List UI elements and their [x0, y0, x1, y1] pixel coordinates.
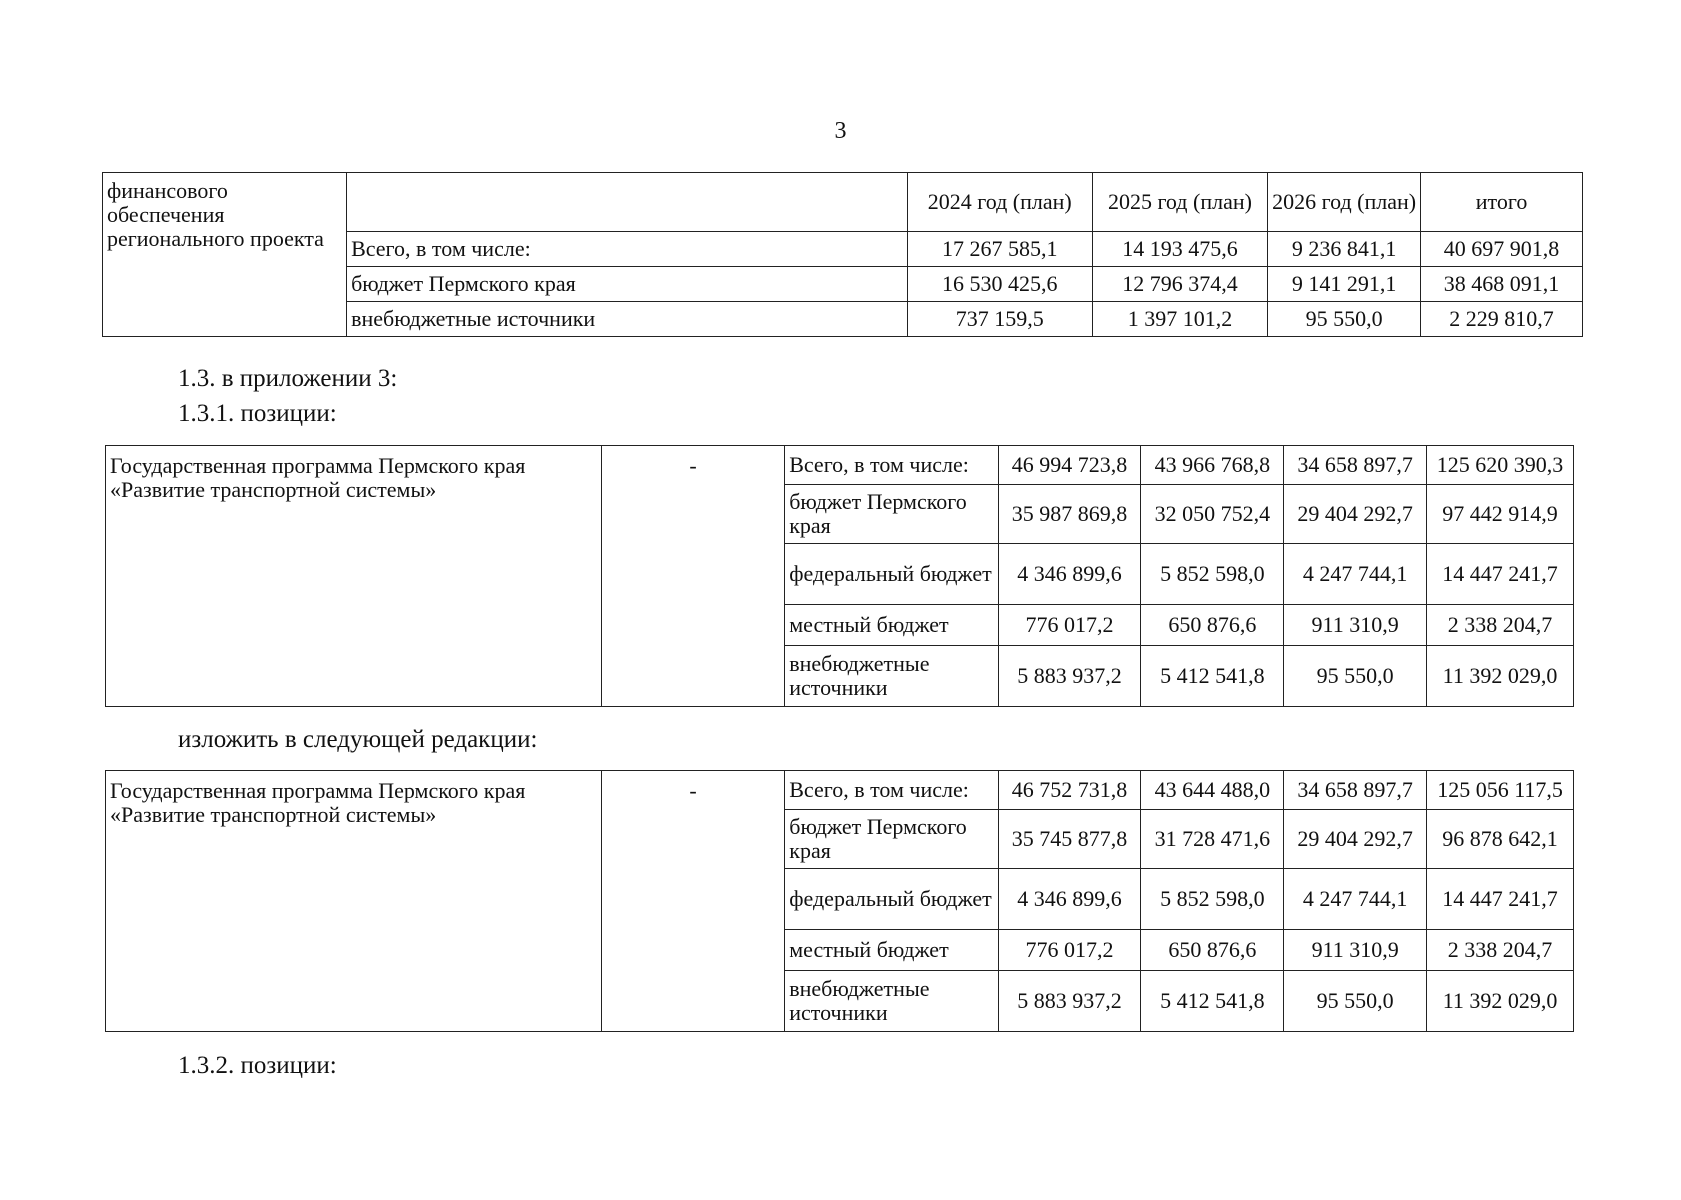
- cell-value: 40 697 901,8: [1421, 232, 1583, 267]
- project-financing-table: [102, 172, 1583, 337]
- cell-value: 1 397 101,2: [1092, 302, 1267, 337]
- header-2025: 2025 год (план): [1092, 173, 1267, 232]
- cell-value: 2 338 204,7: [1427, 930, 1574, 971]
- cell-value: 4 346 899,6: [998, 869, 1141, 930]
- cell-value: 776 017,2: [998, 930, 1141, 971]
- paragraph-1-3-1: 1.3.1. позиции:: [178, 400, 337, 427]
- row-label: местный бюджет: [785, 605, 998, 646]
- cell-value: 4 247 744,1: [1284, 869, 1427, 930]
- cell-value: 650 876,6: [1141, 930, 1284, 971]
- row-label: бюджет Пермского края: [347, 267, 908, 302]
- row-label: Всего, в том числе:: [347, 232, 908, 267]
- paragraph-1-3-2: 1.3.2. позиции:: [178, 1052, 337, 1079]
- cell-value: 46 752 731,8: [998, 771, 1141, 810]
- cell-value: 43 644 488,0: [1141, 771, 1284, 810]
- paragraph-restate: изложить в следующей редакции:: [178, 726, 538, 753]
- cell-value: 5 883 937,2: [998, 971, 1141, 1032]
- row-label: внебюджетные источники: [347, 302, 908, 337]
- empty-header-cell: [347, 173, 908, 232]
- cell-value: 31 728 471,6: [1141, 810, 1284, 869]
- cell-value: 38 468 091,1: [1421, 267, 1583, 302]
- cell-value: 14 193 475,6: [1092, 232, 1267, 267]
- cell-value: 46 994 723,8: [998, 446, 1141, 485]
- row-label: внебюджетные источники: [785, 971, 998, 1032]
- cell-value: 35 987 869,8: [998, 485, 1141, 544]
- row-label: Всего, в том числе:: [785, 446, 998, 485]
- cell-value: 9 236 841,1: [1268, 232, 1421, 267]
- row-label: федеральный бюджет: [785, 869, 998, 930]
- cell-value: 5 852 598,0: [1141, 869, 1284, 930]
- row-label: бюджет Пермского края: [785, 485, 998, 544]
- paragraph-1-3: 1.3. в приложении 3:: [178, 365, 398, 392]
- cell-value: 5 883 937,2: [998, 646, 1141, 707]
- cell-value: 14 447 241,7: [1427, 544, 1574, 605]
- cell-value: 11 392 029,0: [1427, 971, 1574, 1032]
- cell-value: 35 745 877,8: [998, 810, 1141, 869]
- cell-value: 650 876,6: [1141, 605, 1284, 646]
- cell-value: 4 247 744,1: [1284, 544, 1427, 605]
- cell-value: 911 310,9: [1284, 930, 1427, 971]
- row-label: Всего, в том числе:: [785, 771, 998, 810]
- header-2026: 2026 год (план): [1268, 173, 1421, 232]
- table-header-row: [103, 173, 1583, 232]
- cell-value: 14 447 241,7: [1427, 869, 1574, 930]
- cell-value: 12 796 374,4: [1092, 267, 1267, 302]
- cell-value: 34 658 897,7: [1284, 771, 1427, 810]
- program-dash: -: [601, 771, 784, 1032]
- cell-value: 32 050 752,4: [1141, 485, 1284, 544]
- program-name: Государственная программа Пермского края «Развитие транспортной системы»: [106, 771, 602, 1032]
- cell-value: 776 017,2: [998, 605, 1141, 646]
- row-label: внебюджетные источники: [785, 646, 998, 707]
- cell-value: 2 229 810,7: [1421, 302, 1583, 337]
- cell-value: 96 878 642,1: [1427, 810, 1574, 869]
- program-table-new: [105, 770, 1574, 1032]
- cell-value: 97 442 914,9: [1427, 485, 1574, 544]
- program-dash: -: [601, 446, 784, 707]
- header-2024: 2024 год (план): [907, 173, 1092, 232]
- page-number: 3: [834, 118, 847, 144]
- row-label: бюджет Пермского края: [785, 810, 998, 869]
- cell-value: 4 346 899,6: [998, 544, 1141, 605]
- header-total: итого: [1421, 173, 1583, 232]
- program-name: Государственная программа Пермского края «Развитие транспортной системы»: [106, 446, 602, 707]
- cell-value: 5 412 541,8: [1141, 971, 1284, 1032]
- cell-value: 5 852 598,0: [1141, 544, 1284, 605]
- cell-value: 5 412 541,8: [1141, 646, 1284, 707]
- row-label: федеральный бюджет: [785, 544, 998, 605]
- table-row: [106, 771, 1574, 810]
- cell-value: 737 159,5: [907, 302, 1092, 337]
- cell-value: 95 550,0: [1284, 971, 1427, 1032]
- cell-value: 11 392 029,0: [1427, 646, 1574, 707]
- cell-value: 125 620 390,3: [1427, 446, 1574, 485]
- program-table-old: [105, 445, 1574, 707]
- cell-value: 34 658 897,7: [1284, 446, 1427, 485]
- cell-value: 95 550,0: [1284, 646, 1427, 707]
- row-label: местный бюджет: [785, 930, 998, 971]
- cell-value: 125 056 117,5: [1427, 771, 1574, 810]
- row-group-label: финансового обеспечения регионального проекта: [103, 173, 347, 337]
- cell-value: 29 404 292,7: [1284, 810, 1427, 869]
- table-row: [106, 446, 1574, 485]
- cell-value: 9 141 291,1: [1268, 267, 1421, 302]
- cell-value: 2 338 204,7: [1427, 605, 1574, 646]
- cell-value: 43 966 768,8: [1141, 446, 1284, 485]
- cell-value: 911 310,9: [1284, 605, 1427, 646]
- cell-value: 16 530 425,6: [907, 267, 1092, 302]
- cell-value: 29 404 292,7: [1284, 485, 1427, 544]
- cell-value: 17 267 585,1: [907, 232, 1092, 267]
- cell-value: 95 550,0: [1268, 302, 1421, 337]
